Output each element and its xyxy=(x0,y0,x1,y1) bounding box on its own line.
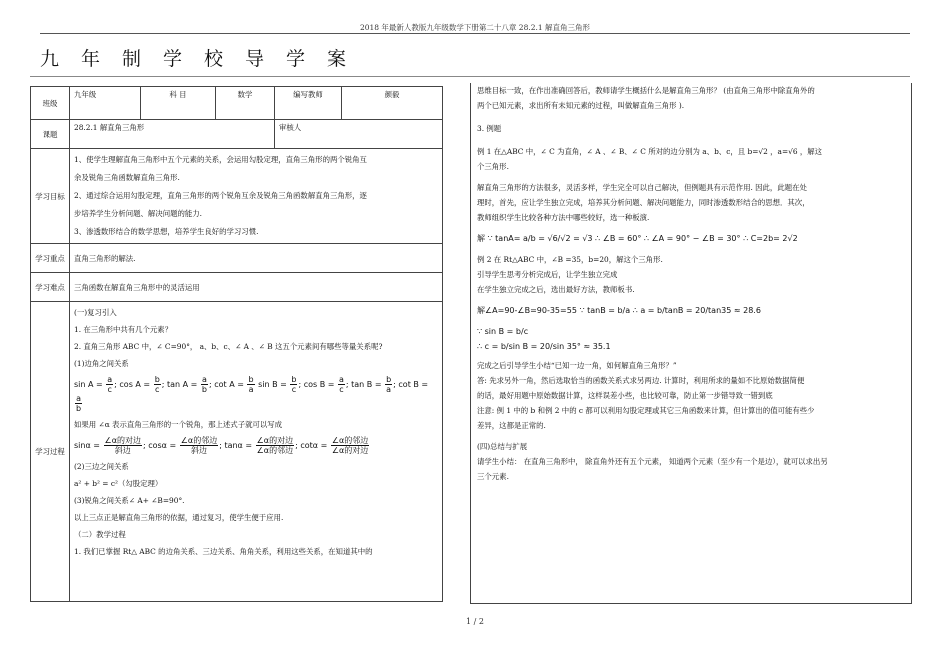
right-line: 解直角三角形的方法很多，灵活多样，学生完全可以自己解决，但例题具有示范作用. 因此，此题在处 xyxy=(477,183,807,192)
key-label: 学习重点 xyxy=(31,244,70,273)
process-line: (一)复习引入 xyxy=(74,308,117,317)
difficulty-label: 学习难点 xyxy=(31,273,70,302)
right-column xyxy=(470,83,912,604)
title-rule xyxy=(30,76,910,77)
class-label: 班级 xyxy=(31,87,70,120)
editor-label: 编写教师 xyxy=(275,87,342,120)
goals-line: 2、通过综合运用勾股定理，直角三角形的两个锐角互余及锐角三角函数解直角三角形，逐 xyxy=(74,191,367,200)
goals-label: 学习目标 xyxy=(31,149,70,244)
goals-line: 1、使学生理解直角三角形中五个元素的关系，会运用勾股定理，直角三角形的两个锐角互 xyxy=(74,155,367,164)
right-line: 个三角形. xyxy=(477,162,509,171)
right-line: 解∠A=90-∠B=90-35=55 ∵ tanB = b/a ∴ a = b/tanB = 20/tan35 ≈ 28.6 xyxy=(477,306,761,315)
topic-value: 28.2.1 解直角三角形 xyxy=(70,120,275,149)
right-line: 例 2 在 Rt△ABC 中，∠B =35，b=20，解这个三角形. xyxy=(477,255,663,264)
right-line: 引导学生思考分析完成后，让学生独立完成 xyxy=(477,270,618,279)
page-title: 九年制学校导学案 xyxy=(40,48,369,70)
reviewer-label: 审核人 xyxy=(275,120,443,149)
process-line: （二）教学过程 xyxy=(74,530,126,539)
editor-value: 颜毅 xyxy=(342,87,443,120)
grade-value: 九年级 xyxy=(70,87,141,120)
goals-content xyxy=(70,149,443,244)
process-label: 学习过程 xyxy=(31,302,70,602)
right-line: 的话，最好用题中原始数据计算，这样误差小些，也比较可靠，防止第一步错导致一错到底 xyxy=(477,391,773,400)
right-line: 教师组织学生比较各种方法中哪些较好，选一种板演. xyxy=(477,213,650,222)
subject-value: 数学 xyxy=(216,87,275,120)
subject-label: 科 目 xyxy=(141,87,216,120)
right-line: 注意: 例 1 中的 b 和例 2 中的 c 都可以利用勾股定理或其它三角函数来计算，但计算出的值可能有些少 xyxy=(477,406,815,415)
goals-line: 3、渗透数形结合的数学思想，培养学生良好的学习习惯. xyxy=(74,227,259,236)
process-line: a² + b² = c²（勾股定理） xyxy=(74,479,163,488)
process-line: 如果用 ∠α 表示直角三角形的一个锐角，那上述式子就可以写成 xyxy=(74,420,283,429)
right-line: 两个已知元素，求出所有未知元素的过程，叫做解直角三角形 ). xyxy=(477,101,685,110)
right-line: 在学生独立完成之后，选出最好方法，教师板书. xyxy=(477,285,635,294)
goals-line: 步培养学生分析问题、解决问题的能力. xyxy=(74,209,202,218)
process-line: (1)边角之间关系 xyxy=(74,359,129,368)
process-line: 以上三点正是解直角三角形的依据，通过复习，使学生便于应用. xyxy=(74,513,284,522)
goals-line: 余及锐角三角函数解直角三角形. xyxy=(74,173,180,182)
process-line: (3)锐角之间关系∠ A+ ∠B=90°. xyxy=(74,496,185,505)
process-line: 1. 在三角形中共有几个元素？ xyxy=(74,325,173,334)
process-line: (2)三边之间关系 xyxy=(74,462,129,471)
header-rule xyxy=(40,33,910,34)
difficulty-content: 三角函数在解直角三角形中的灵活运用 xyxy=(70,273,443,302)
process-line: 1. 我们已掌握 Rt△ ABC 的边角关系、三边关系、角角关系，利用这些关系，在知道其中的 xyxy=(74,547,373,556)
right-line: 三个元素. xyxy=(477,472,509,481)
right-line: ∵ sin B = b/c xyxy=(477,327,529,336)
right-line: 解 ∵ tanA= a/b = √6/√2 = √3 ∴ ∠B = 60° ∴ ∠A = 90° − ∠B = 30° ∴ C=2b= 2√2 xyxy=(477,234,798,243)
lesson-table xyxy=(30,86,443,602)
right-line: 答: 先求另外一角，然后选取恰当的函数关系式求另两边. 计算时，利用所求的量如不比原始数据简便 xyxy=(477,376,805,385)
topic-label: 课题 xyxy=(31,120,70,149)
alpha-formulas-row: sinα = $\frac{\text{∠α的对边}}{\text{斜边}}$ ; cosα = $\frac{\text{∠α的邻边}}{\text{斜边}}$ ; tanα = $\frac{\text{∠α的对边}}{\text{∠α的邻边}}$ ; cotα = $\frac{\text{∠α的邻边}}{\text{∠α的对边}}$ xyxy=(74,436,369,455)
right-line: 差异，这都是正常的. xyxy=(477,421,546,430)
right-line: 例 1 在△ABC 中，∠ C 为直角，∠ A 、∠ B、∠ C 所对的边分别为 a、b、c，且 b=√2 ，a=√6 ，解这 xyxy=(477,147,823,156)
key-content: 直角三角形的解法. xyxy=(70,244,443,273)
page-number: 1 / 2 xyxy=(466,617,484,626)
process-content xyxy=(70,302,443,602)
process-line: 2. 直角三角形 ABC 中，∠ C=90°， a、b、c、∠ A 、∠ B 这五个元素间有哪些等量关系呢? xyxy=(74,342,383,351)
right-line: ∴ c = b/sin B = 20/sin 35° ≈ 35.1 xyxy=(477,342,611,351)
trig-formulas-row: sin A = $\frac{a}{c}$ ; cos A = $\frac{b}{c}$ ; tan A = $\frac{a}{b}$ ; cot A = $\frac{b}{a}$ sin B = $\frac{b}{c}$ ; cos B = $\frac{a}{c}$ ; tan B = $\frac{b}{a}$ ; cot B = $\frac{a}{b}$ xyxy=(74,375,429,413)
right-line: (四)总结与扩展 xyxy=(477,442,528,451)
right-line: 3. 例题 xyxy=(477,124,502,133)
right-line: 请学生小结： 在直角三角形中， 除直角外还有五个元素， 知道两个元素（至少有一个是边），就可以求出另 xyxy=(477,457,828,466)
right-line: 完成之后引导学生小结“已知一边一角，如何解直角三角形？” xyxy=(477,361,677,370)
right-line: 理时，首先，应让学生独立完成，培养其分析问题、解决问题能力，同时渗透数形结合的思想．其次， xyxy=(477,198,810,207)
running-header: 2018 年最新人教版九年级数学下册第二十八章 28.2.1 解直角三角形 xyxy=(359,23,591,32)
right-line: 思维目标一致，在作出准确回答后，教师请学生概括什么是解直角三角形？ (由直角三角形中除直角外的 xyxy=(477,86,815,95)
